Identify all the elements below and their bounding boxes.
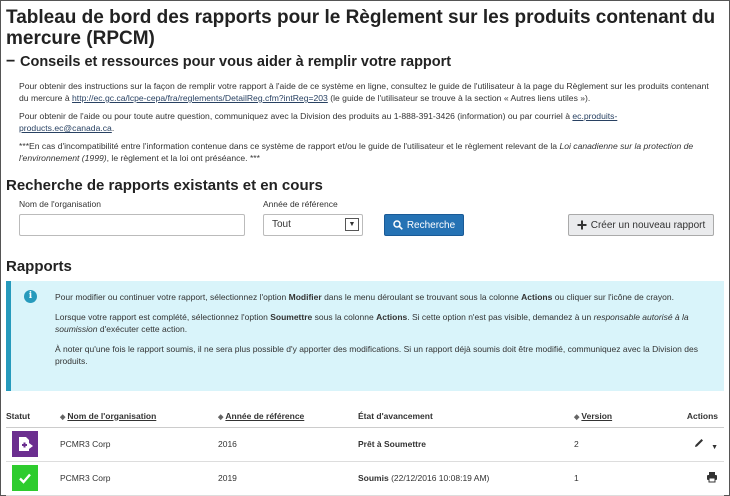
info-text: d'exécuter cette action. bbox=[99, 324, 188, 334]
status-cell bbox=[6, 427, 60, 461]
table-row bbox=[6, 427, 724, 461]
year-cell: 2019 bbox=[218, 461, 358, 495]
col-year-label: Année de référence bbox=[225, 410, 305, 421]
info-alert bbox=[6, 281, 724, 391]
version-cell: 1 bbox=[574, 461, 664, 495]
col-org-label: Nom de l'organisation bbox=[67, 410, 157, 421]
info-text-bold: Actions bbox=[376, 312, 408, 322]
edit-document-icon bbox=[16, 435, 34, 453]
tips-heading: Conseils et ressources pour vous aider à remplir votre rapport bbox=[20, 54, 452, 70]
collapse-icon[interactable]: − bbox=[6, 53, 16, 70]
draft-status-icon bbox=[12, 431, 38, 457]
search-icon bbox=[393, 220, 403, 230]
state-cell bbox=[358, 427, 574, 461]
page-content bbox=[6, 4, 724, 391]
org-name-input[interactable] bbox=[19, 214, 245, 236]
tips-text: ***En cas d'incompatibilité entre l'information contenue dans ce système de rapport et/ou le guide de l'utilisateur et le règlement relevant de la bbox=[19, 141, 558, 151]
year-label: Année de référence bbox=[263, 199, 338, 209]
info-text: ou cliquer sur l'icône de crayon. bbox=[554, 292, 674, 302]
actions-dropdown-icon[interactable]: ▼ bbox=[711, 444, 718, 451]
state-label: Soumis bbox=[358, 473, 389, 483]
tips-text: . bbox=[111, 123, 115, 133]
info-text: Pour modifier ou continuer votre rapport, sélectionnez l'option bbox=[55, 292, 287, 302]
pencil-icon[interactable] bbox=[693, 441, 707, 451]
col-version[interactable]: ◆ Version bbox=[574, 405, 664, 427]
tips-section-header[interactable] bbox=[6, 53, 724, 71]
info-text-bold: Actions bbox=[521, 292, 553, 302]
info-text: . Si cette option n'est pas visible, demandez à un bbox=[407, 312, 592, 322]
page-title: Tableau de bord des rapports pour le Règlement sur les produits contenant du mercure (RPCM) bbox=[6, 7, 716, 49]
table-row bbox=[6, 461, 724, 495]
info-paragraph-note: À noter qu'une fois le rapport soumis, il ne sera plus possible d'y apporter des modifications. Si un rapport déjà soumis doit être modifié, communiquez avec la Division des produits. bbox=[55, 344, 698, 366]
tips-text: Pour obtenir de l'aide ou pour toute autre question, communiquez avec la Division des produits au 1-888-391-3426 (information) ou par courriel à bbox=[19, 111, 571, 121]
col-version-label: Version bbox=[581, 410, 613, 421]
tips-text: (le guide de l'utilisateur se trouve à la section « Autres liens utiles »). bbox=[330, 93, 591, 103]
table-header-row bbox=[6, 405, 724, 427]
org-cell: PCMR3 Corp bbox=[60, 427, 218, 461]
version-cell: 2 bbox=[574, 427, 664, 461]
submitted-status-icon bbox=[12, 465, 38, 491]
info-text: dans le menu déroulant se trouvant sous la colonne bbox=[324, 292, 519, 302]
checkmark-icon bbox=[17, 470, 33, 486]
tips-text: , le règlement et la loi ont préséance. *** bbox=[106, 153, 260, 163]
col-actions: Actions bbox=[664, 405, 724, 427]
email-link[interactable]: ec.produits-products.ec@canada.ca bbox=[19, 111, 618, 133]
info-text-bold: Soumettre bbox=[270, 312, 313, 322]
act-name: Loi canadienne sur la protection de l'environnement (1999) bbox=[19, 141, 694, 163]
col-org[interactable]: ◆ Nom de l'organisation bbox=[60, 405, 218, 427]
org-name-label: Nom de l'organisation bbox=[19, 199, 101, 209]
state-label: Prêt à Soumettre bbox=[358, 439, 427, 449]
tips-paragraph-contact bbox=[19, 110, 709, 134]
search-button-label: Recherche bbox=[406, 219, 456, 231]
actions-cell bbox=[664, 461, 724, 495]
reports-table bbox=[6, 405, 724, 496]
col-status: Statut bbox=[6, 405, 60, 427]
actions-cell bbox=[664, 427, 724, 461]
year-select[interactable] bbox=[263, 214, 363, 236]
info-text: Lorsque votre rapport est complété, sélectionnez l'option bbox=[55, 312, 268, 322]
year-select-value: Tout bbox=[272, 219, 291, 230]
create-report-label: Créer un nouveau rapport bbox=[590, 219, 706, 231]
info-icon: i bbox=[24, 290, 37, 303]
tips-paragraph-disclaimer bbox=[19, 140, 709, 164]
chevron-down-icon[interactable]: ▼ bbox=[345, 218, 359, 231]
reports-heading: Rapports bbox=[6, 258, 72, 275]
print-icon[interactable] bbox=[706, 475, 718, 485]
create-report-button[interactable] bbox=[568, 214, 714, 236]
info-paragraph-submit bbox=[55, 311, 714, 335]
col-year[interactable]: ◆ Année de référence bbox=[218, 405, 358, 427]
org-cell: PCMR3 Corp bbox=[60, 461, 218, 495]
status-cell bbox=[6, 461, 60, 495]
plus-icon bbox=[577, 220, 587, 230]
state-date: (22/12/2016 10:08:19 AM) bbox=[391, 473, 490, 483]
col-state: État d'avancement bbox=[358, 405, 574, 427]
info-text: sous la colonne bbox=[314, 312, 374, 322]
search-heading: Recherche de rapports existants et en cours bbox=[6, 177, 323, 194]
guide-link[interactable]: http://ec.gc.ca/lcpe-cepa/fra/reglements/DetailReg.cfm?intReg=203 bbox=[72, 93, 328, 103]
search-form bbox=[6, 199, 724, 249]
state-cell bbox=[358, 461, 574, 495]
info-text-italic: responsable autorisé à la soumission bbox=[55, 312, 689, 334]
info-text-bold: Modifier bbox=[288, 292, 322, 302]
tips-text: Pour obtenir des instructions sur la façon de remplir votre rapport à l'aide de ce système en ligne, consultez le guide de l'utilisateur à la page du Règlement sur les produits contenant du mercure à bbox=[19, 81, 709, 103]
tips-paragraph-guide bbox=[19, 80, 709, 104]
info-paragraph-edit bbox=[55, 291, 714, 303]
year-cell: 2016 bbox=[218, 427, 358, 461]
search-button[interactable] bbox=[384, 214, 464, 236]
